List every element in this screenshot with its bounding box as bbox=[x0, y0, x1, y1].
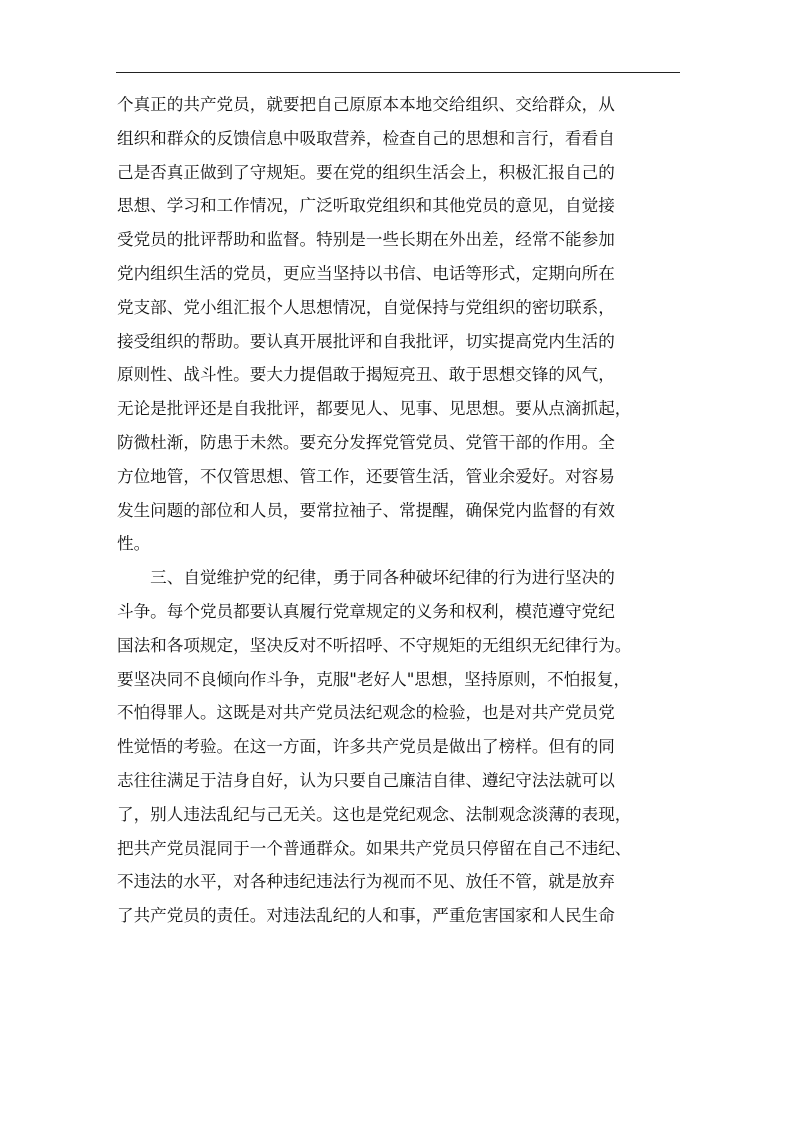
text-line: 不违法的水平，对各种违纪违法行为视而不见、放任不管，就是放弃 bbox=[117, 872, 615, 892]
text-line: 把共产党员混同于一个普通群众。如果共产党员只停留在自己不违纪、 bbox=[117, 838, 632, 858]
text-line: 无论是批评还是自我批评，都要见人、见事、见思想。要从点滴抓起， bbox=[117, 399, 632, 419]
text-line: 接受组织的帮助。要认真开展批评和自我批评，切实提高党内生活的 bbox=[117, 331, 615, 351]
text-line: 了，别人违法乱纪与己无关。这也是党纪观念、法制观念淡薄的表现， bbox=[117, 804, 632, 824]
text-line: 思想、学习和工作情况，广泛听取党组织和其他党员的意见，自觉接 bbox=[117, 196, 615, 216]
text-line: 志往往满足于洁身自好，认为只要自己廉洁自律、遵纪守法法就可以 bbox=[117, 770, 615, 790]
text-line: 原则性、战斗性。要大力提倡敢于揭短亮丑、敢于思想交锋的风气， bbox=[117, 365, 615, 385]
text-line: 发生问题的部位和人员，要常拉袖子、常提醒，确保党内监督的有效 bbox=[117, 500, 615, 520]
text-line: 要坚决同不良倾向作斗争，克服"老好人"思想，坚持原则，不怕报复， bbox=[117, 669, 631, 689]
text-line: 性觉悟的考验。在这一方面，许多共产党员是做出了榜样。但有的同 bbox=[117, 737, 615, 757]
text-line: 斗争。每个党员都要认真履行党章规定的义务和权利，模范遵守党纪 bbox=[117, 601, 615, 621]
text-line: 受党员的批评帮助和监督。特别是一些长期在外出差，经常不能参加 bbox=[117, 230, 615, 250]
text-line: 己是否真正做到了守规矩。要在党的组织生活会上，积极汇报自己的 bbox=[117, 162, 615, 182]
section-heading-line: 三、自觉维护党的纪律，勇于同各种破坏纪律的行为进行坚决的 bbox=[117, 568, 615, 588]
text-line: 国法和各项规定，坚决反对不听招呼、不守规矩的无组织无纪律行为。 bbox=[117, 635, 632, 655]
text-line: 不怕得罪人。这既是对共产党员法纪观念的检验，也是对共产党员党 bbox=[117, 703, 615, 723]
text-line: 组织和群众的反馈信息中吸取营养，检查自己的思想和言行，看看自 bbox=[117, 128, 615, 148]
header-rule bbox=[116, 72, 680, 73]
document-body bbox=[117, 88, 683, 933]
text-line: 性。 bbox=[117, 534, 151, 554]
text-line: 方位地管，不仅管思想、管工作，还要管生活，管业余爱好。对容易 bbox=[117, 466, 615, 486]
text-line: 个真正的共产党员，就要把自己原原本本地交给组织、交给群众，从 bbox=[117, 95, 615, 114]
text-line: 了共产党员的责任。对违法乱纪的人和事，严重危害国家和人民生命 bbox=[117, 906, 615, 926]
text-line: 党支部、党小组汇报个人思想情况，自觉保持与党组织的密切联系， bbox=[117, 297, 615, 317]
text-line: 党内组织生活的党员，更应当坚持以书信、电话等形式，定期向所在 bbox=[117, 263, 615, 283]
text-line: 防微杜渐，防患于未然。要充分发挥党管党员、党管干部的作用。全 bbox=[117, 432, 615, 452]
